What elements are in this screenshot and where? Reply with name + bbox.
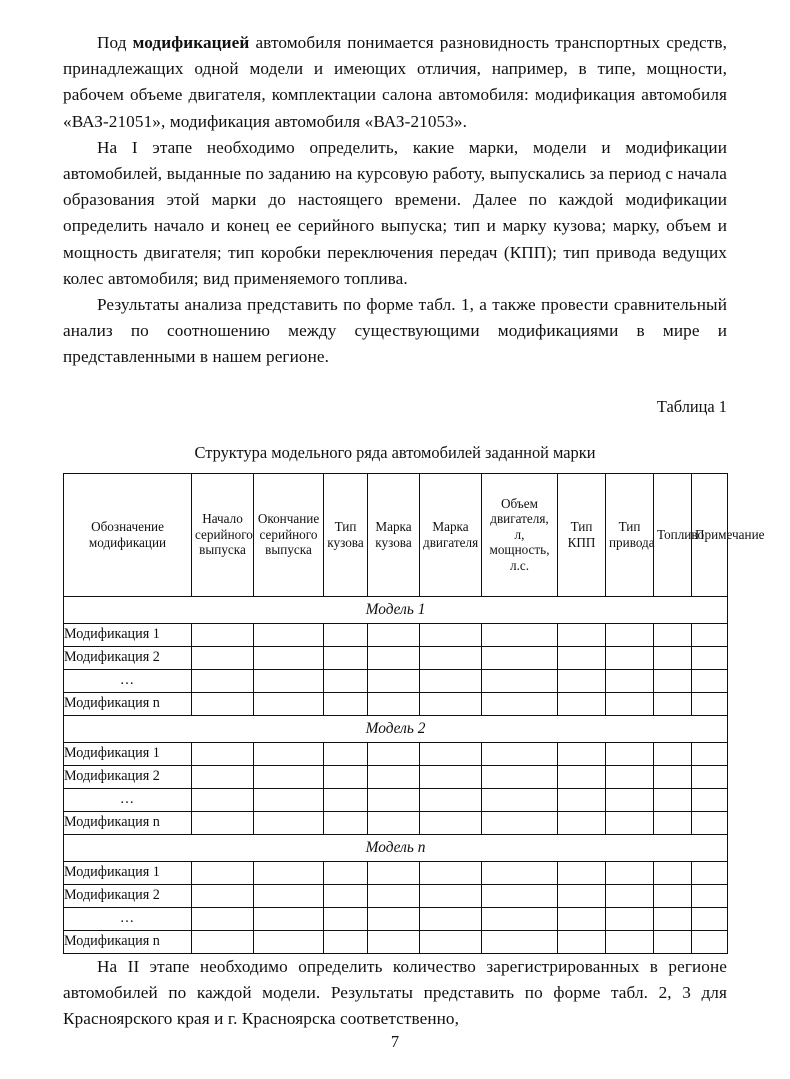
empty-cell xyxy=(254,884,324,907)
empty-cell xyxy=(606,742,654,765)
empty-cell xyxy=(254,930,324,953)
empty-cell xyxy=(254,742,324,765)
model-range-table xyxy=(63,473,765,954)
empty-cell xyxy=(420,884,482,907)
modification-label: Модификация n xyxy=(64,692,192,715)
table-row xyxy=(64,623,728,646)
table-row xyxy=(64,669,728,692)
modification-label: Модификация 1 xyxy=(64,861,192,884)
table-header-cell: Окончание серийного выпуска xyxy=(254,473,324,596)
empty-cell xyxy=(482,765,558,788)
empty-cell xyxy=(254,861,324,884)
paragraph-3: Результаты анализа представить по форме табл. 1, а также провести сравнительный анализ по соотношению между существующими модификациями в мире и представленными в нашем регионе. xyxy=(63,295,727,367)
empty-cell xyxy=(558,646,606,669)
empty-cell xyxy=(692,811,728,834)
empty-cell xyxy=(368,788,420,811)
empty-cell xyxy=(654,692,692,715)
modification-ellipsis: … xyxy=(64,907,192,930)
empty-cell xyxy=(368,646,420,669)
empty-cell xyxy=(558,861,606,884)
empty-cell xyxy=(254,811,324,834)
empty-cell xyxy=(192,788,254,811)
empty-cell xyxy=(324,623,368,646)
table-header-cell: Марка кузова xyxy=(368,473,420,596)
empty-cell xyxy=(558,623,606,646)
model-group-title: Модель n xyxy=(64,834,728,861)
empty-cell xyxy=(606,861,654,884)
table-row xyxy=(64,861,728,884)
empty-cell xyxy=(482,861,558,884)
empty-cell xyxy=(192,907,254,930)
empty-cell xyxy=(192,692,254,715)
empty-cell xyxy=(654,930,692,953)
modification-label: Модификация 2 xyxy=(64,884,192,907)
empty-cell xyxy=(654,884,692,907)
empty-cell xyxy=(654,623,692,646)
empty-cell xyxy=(654,646,692,669)
table-row xyxy=(64,811,728,834)
empty-cell xyxy=(692,907,728,930)
empty-cell xyxy=(324,692,368,715)
empty-cell xyxy=(654,907,692,930)
empty-cell xyxy=(420,811,482,834)
empty-cell xyxy=(558,765,606,788)
empty-cell xyxy=(482,692,558,715)
modification-ellipsis: … xyxy=(64,669,192,692)
table-header-cell: Топливо xyxy=(654,473,692,596)
empty-cell xyxy=(692,669,728,692)
empty-cell xyxy=(654,811,692,834)
empty-cell xyxy=(420,742,482,765)
empty-cell xyxy=(482,788,558,811)
modification-label: Модификация 2 xyxy=(64,765,192,788)
empty-cell xyxy=(368,861,420,884)
modification-label: Модификация n xyxy=(64,930,192,953)
empty-cell xyxy=(558,884,606,907)
empty-cell xyxy=(606,907,654,930)
paragraph-2: На I этапе необходимо определить, какие марки, модели и модификации автомобилей, выданные по заданию на курсовую работу, выпускались за период с начала образования этой марки до настоящего времени. Далее по каждой модификации определить начало и конец ее серийного выпуска; тип и марку кузова; марку, объем и мощность двигателя; тип коробки переключения передач (КПП); тип привода ведущих колес автомобиля; вид применяемого топлива. xyxy=(63,137,727,288)
empty-cell xyxy=(482,907,558,930)
empty-cell xyxy=(420,861,482,884)
empty-cell xyxy=(482,646,558,669)
empty-cell xyxy=(324,646,368,669)
empty-cell xyxy=(324,765,368,788)
table-caption: Структура модельного ряда автомобилей заданной марки xyxy=(194,442,596,462)
empty-cell xyxy=(482,811,558,834)
modification-ellipsis: … xyxy=(64,788,192,811)
empty-cell xyxy=(254,907,324,930)
empty-cell xyxy=(558,788,606,811)
empty-cell xyxy=(254,788,324,811)
empty-cell xyxy=(606,623,654,646)
empty-cell xyxy=(192,930,254,953)
empty-cell xyxy=(654,742,692,765)
empty-cell xyxy=(654,788,692,811)
empty-cell xyxy=(324,930,368,953)
empty-cell xyxy=(606,811,654,834)
empty-cell xyxy=(368,811,420,834)
table-row xyxy=(64,765,728,788)
table-group-title-row xyxy=(64,715,728,742)
empty-cell xyxy=(420,646,482,669)
empty-cell xyxy=(254,692,324,715)
empty-cell xyxy=(482,669,558,692)
page-content xyxy=(63,30,765,1032)
empty-cell xyxy=(692,930,728,953)
empty-cell xyxy=(654,669,692,692)
table-row xyxy=(64,930,728,953)
table-row xyxy=(64,646,728,669)
table-row xyxy=(64,907,728,930)
empty-cell xyxy=(324,861,368,884)
table-header-cell: Объем двигателя, л, мощность, л.с. xyxy=(482,473,558,596)
empty-cell xyxy=(606,765,654,788)
table-header-cell: Примечание xyxy=(692,473,728,596)
empty-cell xyxy=(606,692,654,715)
table-number-label: Таблица 1 xyxy=(656,396,727,416)
empty-cell xyxy=(324,811,368,834)
empty-cell xyxy=(692,692,728,715)
empty-cell xyxy=(692,861,728,884)
modification-label: Модификация n xyxy=(64,811,192,834)
table-header-cell: Тип кузова xyxy=(324,473,368,596)
empty-cell xyxy=(192,884,254,907)
empty-cell xyxy=(558,669,606,692)
empty-cell xyxy=(192,742,254,765)
empty-cell xyxy=(692,742,728,765)
paragraph-1 xyxy=(63,30,727,135)
empty-cell xyxy=(192,811,254,834)
empty-cell xyxy=(420,692,482,715)
modification-label: Модификация 1 xyxy=(64,742,192,765)
empty-cell xyxy=(324,742,368,765)
empty-cell xyxy=(368,907,420,930)
empty-cell xyxy=(692,646,728,669)
empty-cell xyxy=(368,692,420,715)
modification-label: Модификация 2 xyxy=(64,646,192,669)
empty-cell xyxy=(192,765,254,788)
empty-cell xyxy=(368,765,420,788)
empty-cell xyxy=(254,669,324,692)
empty-cell xyxy=(692,884,728,907)
closing-paragraph: На II этапе необходимо определить количество зарегистрированных в регионе автомобилей по каждой модели. Результаты представить по форме табл. 2, 3 для Красноярского края и г. Красноярска соответственно, xyxy=(63,956,727,1029)
empty-cell xyxy=(368,742,420,765)
empty-cell xyxy=(558,930,606,953)
table-header-cell: Тип привода xyxy=(606,473,654,596)
empty-cell xyxy=(482,623,558,646)
empty-cell xyxy=(606,884,654,907)
empty-cell xyxy=(606,930,654,953)
empty-cell xyxy=(192,669,254,692)
empty-cell xyxy=(192,861,254,884)
empty-cell xyxy=(420,669,482,692)
empty-cell xyxy=(558,692,606,715)
empty-cell xyxy=(254,765,324,788)
empty-cell xyxy=(324,669,368,692)
empty-cell xyxy=(420,623,482,646)
empty-cell xyxy=(254,623,324,646)
empty-cell xyxy=(692,765,728,788)
empty-cell xyxy=(368,884,420,907)
empty-cell xyxy=(324,907,368,930)
table-header-row xyxy=(64,473,728,596)
empty-cell xyxy=(368,930,420,953)
table-row xyxy=(64,788,728,811)
empty-cell xyxy=(558,742,606,765)
empty-cell xyxy=(192,646,254,669)
table-group-title-row xyxy=(64,596,728,623)
empty-cell xyxy=(606,788,654,811)
paragraph-1-run-1: Под xyxy=(97,33,133,52)
empty-cell xyxy=(482,742,558,765)
empty-cell xyxy=(482,930,558,953)
empty-cell xyxy=(558,907,606,930)
empty-cell xyxy=(420,788,482,811)
empty-cell xyxy=(420,930,482,953)
table-header-cell: Начало серийного выпуска xyxy=(192,473,254,596)
empty-cell xyxy=(692,623,728,646)
empty-cell xyxy=(254,646,324,669)
empty-cell xyxy=(654,765,692,788)
empty-cell xyxy=(420,907,482,930)
empty-cell xyxy=(324,884,368,907)
modification-label: Модификация 1 xyxy=(64,623,192,646)
empty-cell xyxy=(368,669,420,692)
table-row xyxy=(64,742,728,765)
empty-cell xyxy=(192,623,254,646)
table-header-cell: Тип КПП xyxy=(558,473,606,596)
model-group-title: Модель 2 xyxy=(64,715,728,742)
empty-cell xyxy=(692,788,728,811)
empty-cell xyxy=(654,861,692,884)
empty-cell xyxy=(324,788,368,811)
table-header-cell: Обозначение модификации xyxy=(64,473,192,596)
page-number: 7 xyxy=(390,1032,400,1051)
model-group-title: Модель 1 xyxy=(64,596,728,623)
empty-cell xyxy=(558,811,606,834)
table-row xyxy=(64,692,728,715)
paragraph-1-run-bold: модификацией xyxy=(132,33,250,52)
table-group-title-row xyxy=(64,834,728,861)
table-row xyxy=(64,884,728,907)
empty-cell xyxy=(606,646,654,669)
empty-cell xyxy=(606,669,654,692)
table-header-cell: Марка двигателя xyxy=(420,473,482,596)
empty-cell xyxy=(482,884,558,907)
empty-cell xyxy=(420,765,482,788)
paragraph-1-run-3: автомобиля понимается разновидность транспортных средств, принадлежащих одной модели и имеющих отличия, например, в типе, мощности, рабочем объеме двигателя, комплектации салона автомобиля: модификация автомобиля «ВАЗ-21051», модификация автомобиля «ВАЗ-21053». xyxy=(63,33,727,131)
empty-cell xyxy=(368,623,420,646)
